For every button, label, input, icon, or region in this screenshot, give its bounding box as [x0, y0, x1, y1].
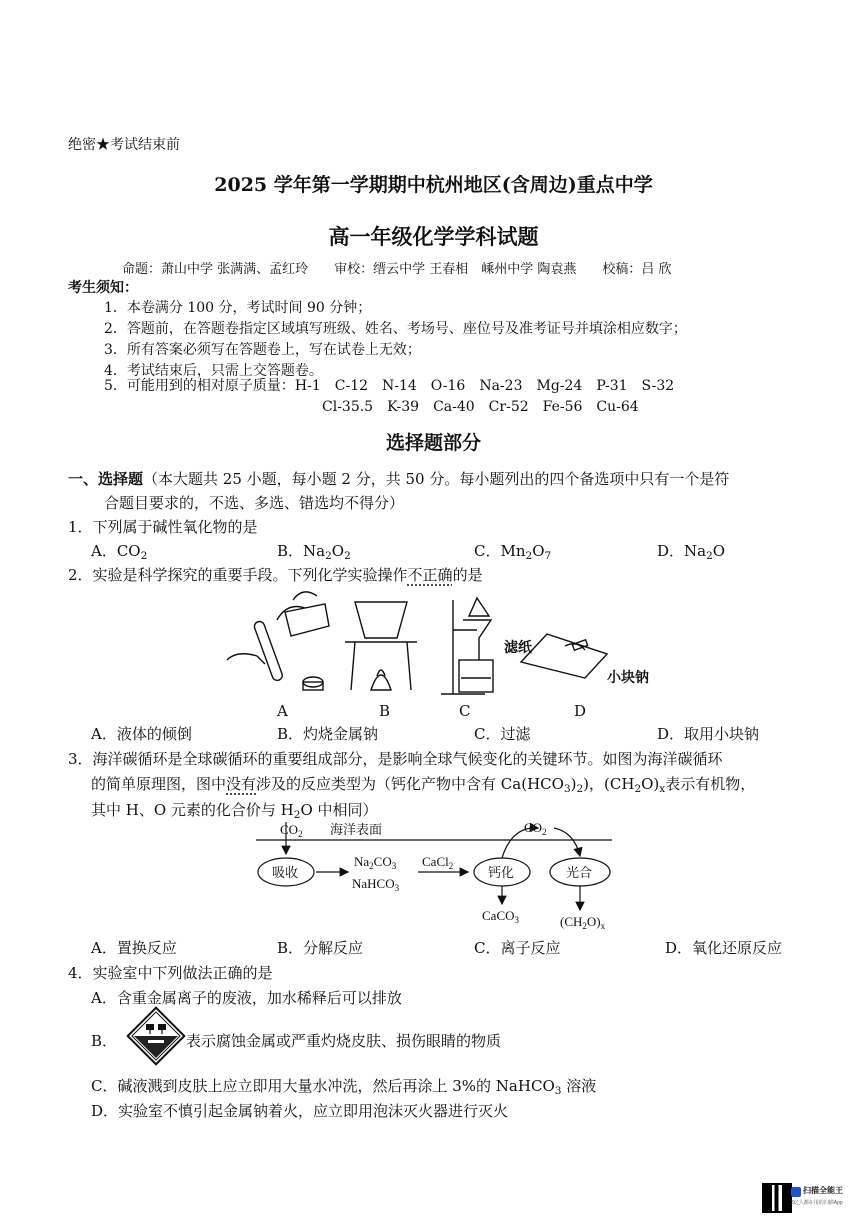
q2-option-a: A．液体的倾倒: [91, 725, 192, 743]
q3-stem-line3: 其中 H、O 元素的化合价与 $H_2O$ 中相同）: [91, 801, 378, 821]
svg-text:CO2: $CO_2$: [524, 820, 547, 837]
q2-option-b: B．灼烧金属钠: [277, 725, 379, 743]
authors-line: 命题：萧山中学 张满满、孟红玲 审校：缙云中学 王春相 嵊州中学 陶袁燕 校稿：吕 欣: [122, 262, 672, 277]
label-filter-paper: 滤纸: [504, 639, 532, 655]
q3-option-c: C．离子反应: [474, 939, 561, 957]
q3-option-a: A．置换反应: [91, 939, 177, 957]
absorb-label: 吸收: [272, 865, 299, 880]
calcify-label: 钙化: [488, 865, 515, 880]
notice-item: 5．可能用到的相对原子质量：H-1 C-12 N-14 O-16 Na-23 Mg-24 P-31 S-32: [104, 378, 675, 394]
secret-label: 绝密★考试结束前: [68, 137, 180, 153]
q1-option-c: C．$Mn_2O_7$: [474, 542, 552, 562]
section-label: 一、选择题: [68, 470, 144, 488]
q2-fig-label-c: C: [459, 702, 471, 720]
q1-option-b: B．$Na_2O_2$: [277, 542, 351, 562]
svg-text:CO2: $CO_2$: [280, 822, 303, 839]
exam-subtitle: 高一年级化学学科试题: [328, 224, 539, 249]
q3-stem-line1: 3．海洋碳循环是全球碳循环的重要组成部分，是影响全球气候变化的关键环节。如图为海洋碳循环: [68, 750, 723, 768]
scanner-logo-icon: [791, 1187, 801, 1197]
filtration-illustration: [441, 598, 493, 694]
notice-item-cont: Cl-35.5 K-39 Ca-40 Cr-52 Fe-56 Cu-64: [322, 399, 639, 415]
svg-text:CaCl2: CaCl$_2$: [422, 854, 454, 871]
q2-fig-label-a: A: [277, 702, 288, 720]
q3-option-d: D．氧化还原反应: [665, 939, 783, 957]
photosynthesis-label: 光合: [566, 865, 593, 880]
q2-fig-label-d: D: [574, 702, 587, 720]
q2-option-d: D．取用小块钠: [657, 725, 760, 743]
notice-item: 1．本卷满分 100 分，考试时间 90 分钟；: [104, 300, 372, 316]
q4-option-d: D．实验室不慎引起金属钠着火，应立即用泡沫灭火器进行灭火: [91, 1102, 509, 1120]
notice-item: 3．所有答案必须写在答题卷上，写在试卷上无效；: [104, 342, 421, 358]
label-small-sodium: 小块钠: [607, 669, 649, 685]
pouring-illustration: [227, 592, 329, 690]
q1-option-d: D．$Na_2O$: [657, 542, 726, 562]
svg-text:(CH2O)x: $(CH_2O)_x$: [560, 914, 606, 930]
q3-option-b: B．分解反应: [277, 939, 364, 957]
notice-heading: 考生须知：: [68, 280, 138, 296]
crucible-illustration: [345, 602, 417, 690]
ocean-surface-label: 海洋表面: [330, 822, 383, 837]
q2-fig-label-b: B: [379, 702, 391, 720]
section-intro-text: （本大题共 25 小题，每小题 2 分，共 50 分。每小题列出的四个备选项中只有一个是符: [143, 470, 730, 488]
q2-emphasis: 不正确: [407, 566, 453, 584]
q2-option-c: C．过滤: [474, 725, 531, 743]
svg-text:NaHCO3: NaHCO$_3$: [352, 876, 400, 893]
q2-apparatus-figure: [215, 590, 655, 702]
q4-option-b: 表示腐蚀金属或严重灼烧皮肤、损伤眼睛的物质: [186, 1032, 502, 1050]
q4-stem: 4．实验室中下列做法正确的是: [68, 964, 273, 982]
sodium-illustration: [521, 634, 607, 678]
svg-text:CaCO3: CaCO$_3$: [482, 908, 519, 925]
q2-stem: 2．实验是科学探究的重要手段。下列化学实验操作不正确的是: [68, 566, 483, 584]
q1-stem: 1．下列属于碱性氧化物的是: [68, 518, 258, 536]
q4-option-b-label: B．: [91, 1032, 118, 1050]
notice-item: 4．考试结束后，只需上交答题卷。: [104, 363, 323, 379]
section-intro: [68, 468, 729, 489]
q4-option-a: A．含重金属离子的废液，加水稀释后可以排放: [91, 989, 402, 1007]
section-intro-line2: 合题目要求的，不选、多选、错选均不得分）: [104, 494, 405, 512]
q3-stem-line2: 的简单原理图，图中没有涉及的反应类型为（钙化产物中含有 $Ca(HCO_3)_2$)，$(CH_2O)_x$表示有机物，: [91, 775, 756, 795]
carbon-cycle-diagram: [250, 818, 630, 930]
svg-text:Na2CO3: $Na_2CO_3$: [354, 854, 397, 871]
exam-title: 2025 学年第一学期期中杭州地区(含周边)重点中学: [214, 174, 653, 196]
q4-option-c: C．碱液溅到皮肤上应立即用大量水冲洗，然后再涂上 3%的 NaHCO$_3$ 溶液: [91, 1077, 597, 1097]
corrosive-hazard-icon: [126, 1006, 186, 1066]
q1-option-a: A．$CO_2$: [91, 542, 148, 562]
section-title: 选择题部分: [385, 432, 481, 454]
scanner-subtitle: 3亿人都在用的扫描App: [791, 1200, 843, 1206]
q3-emphasis: 没有: [226, 775, 257, 793]
qr-code-icon: [762, 1183, 792, 1213]
notice-item: 2．答题前，在答题卷指定区域填写班级、姓名、考场号、座位号及准考证号并填涂相应数字；: [104, 321, 687, 337]
scanner-name: 扫描全能王: [803, 1186, 843, 1195]
